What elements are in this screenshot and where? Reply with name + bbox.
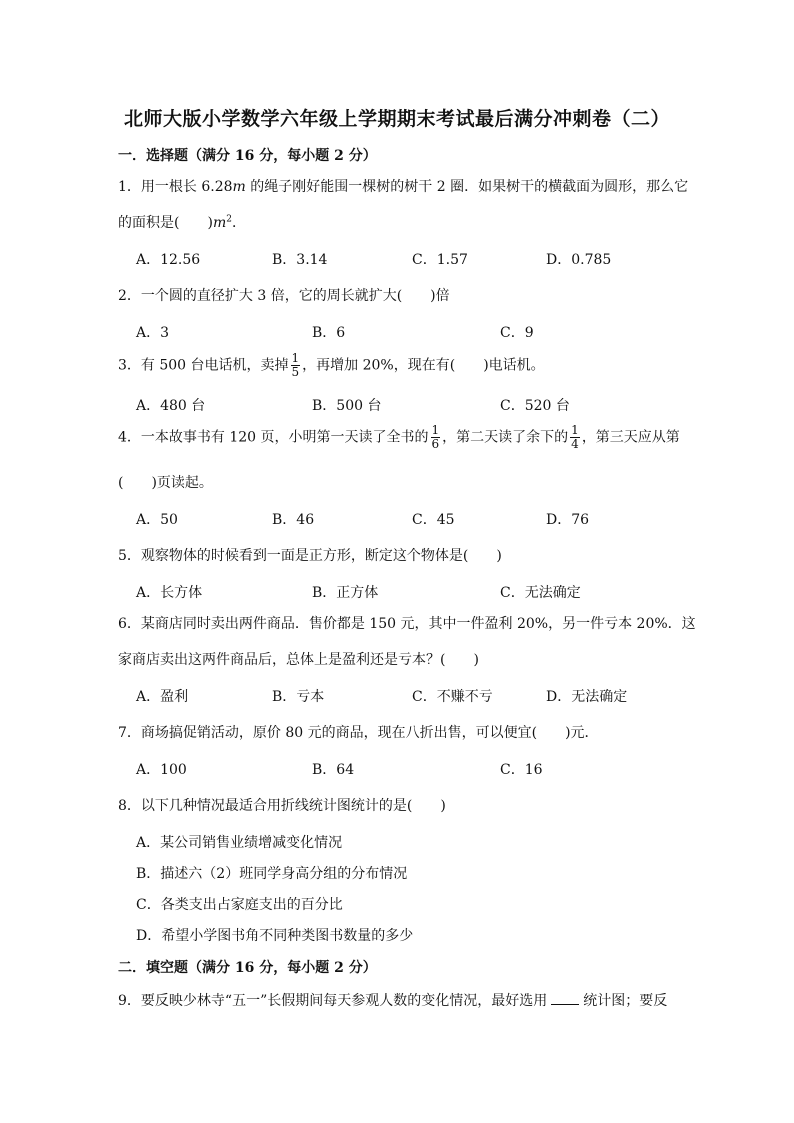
section-heading-choice: 一．选择题（满分 16 分，每小题 2 分） [118, 148, 377, 164]
q5-option-a[interactable]: A．长方体 [136, 585, 203, 601]
q3-option-a[interactable]: A．480 台 [136, 398, 206, 414]
q7-option-a[interactable]: A．100 [136, 762, 187, 778]
q1-option-d[interactable]: D．0.785 [546, 252, 612, 268]
q4-option-a[interactable]: A．50 [136, 512, 178, 528]
question-3: 3．有 500 台电话机，卖掉 $\frac{1}{5}$ ，再增加 20%，现在有( )电话机。 [118, 351, 545, 379]
question-6-line-2: 家商店卖出这两件商品后，总体上是盈利还是亏本？( ) [118, 652, 479, 668]
page-title: 北师大版小学数学六年级上学期期末考试最后满分冲刺卷（二） [123, 108, 670, 130]
q8-option-c[interactable]: C．各类支出占家庭支出的百分比 [136, 897, 343, 913]
q3-option-b[interactable]: B．500 台 [312, 398, 382, 414]
question-2: 2．一个圆的直径扩大 3 倍，它的周长就扩大( )倍 [118, 288, 450, 304]
q4-option-d[interactable]: D．76 [546, 512, 590, 528]
q1-option-b[interactable]: B．3.14 [272, 252, 328, 268]
q6-option-c[interactable]: C．不赚不亏 [412, 689, 493, 705]
question-7: 7．商场搞促销活动，原价 80 元的商品，现在八折出售，可以便宜( )元． [118, 725, 599, 741]
q2-option-a[interactable]: A．3 [136, 325, 170, 341]
q6-option-d[interactable]: D．无法确定 [546, 689, 628, 705]
q7-option-c[interactable]: C．16 [500, 762, 543, 778]
q7-option-b[interactable]: B．64 [312, 762, 355, 778]
question-8: 8．以下几种情况最适合用折线统计图统计的是( ) [118, 798, 446, 814]
question-5: 5．观察物体的时候看到一面是正方形，断定这个物体是( ) [118, 548, 502, 564]
q5-option-c[interactable]: C．无法确定 [500, 585, 581, 601]
fraction-one-sixth: $\frac{1}{6}$ [431, 423, 440, 451]
q2-option-b[interactable]: B．6 [312, 325, 346, 341]
q4-option-c[interactable]: C．45 [412, 512, 455, 528]
question-9: 9．要反映少林寺“五一”长假期间每天参观人数的变化情况，最好选用 统计图；要反 [118, 993, 668, 1009]
q8-option-b[interactable]: B．描述六（2）班同学身高分组的分布情况 [136, 866, 408, 882]
q3-option-c[interactable]: C．520 台 [500, 398, 570, 414]
q6-option-a[interactable]: A．盈利 [136, 689, 189, 705]
q6-option-b[interactable]: B．亏本 [272, 689, 325, 705]
q4-option-b[interactable]: B．46 [272, 512, 315, 528]
fraction-one-fifth: $\frac{1}{5}$ [291, 351, 300, 379]
q1-option-c[interactable]: C．1.57 [412, 252, 468, 268]
question-1-line-1: 1．用一根长 6.28m 的绳子刚好能围一棵树的树干 2 圈．如果树干的横截面为圆形，那么它 [118, 179, 689, 195]
fraction-one-quarter: $\frac{1}{4}$ [571, 423, 579, 451]
section-heading-fill-in: 二．填空题（满分 16 分，每小题 2 分） [118, 960, 377, 976]
q8-option-d[interactable]: D．希望小学图书角不同种类图书数量的多少 [136, 928, 414, 944]
question-1-line-2: 的面积是( )$m^2$． [118, 214, 246, 231]
question-4-line-2: ( )页读起。 [118, 475, 213, 491]
q8-option-a[interactable]: A．某公司销售业绩增减变化情况 [136, 835, 343, 851]
answer-blank[interactable] [551, 992, 579, 1005]
question-4-line-1: 4．一本故事书有 120 页，小明第一天读了全书的 $\frac{1}{6}$ ，第二天读了余下的 $\frac{1}{4}$ ，第三天应从第 [118, 423, 680, 451]
q5-option-b[interactable]: B．正方体 [312, 585, 379, 601]
q1-option-a[interactable]: A．12.56 [136, 252, 201, 268]
q2-option-c[interactable]: C．9 [500, 325, 534, 341]
question-6-line-1: 6．某商店同时卖出两件商品．售价都是 150 元，其中一件盈利 20%，另一件亏本 20%．这 [118, 616, 696, 632]
